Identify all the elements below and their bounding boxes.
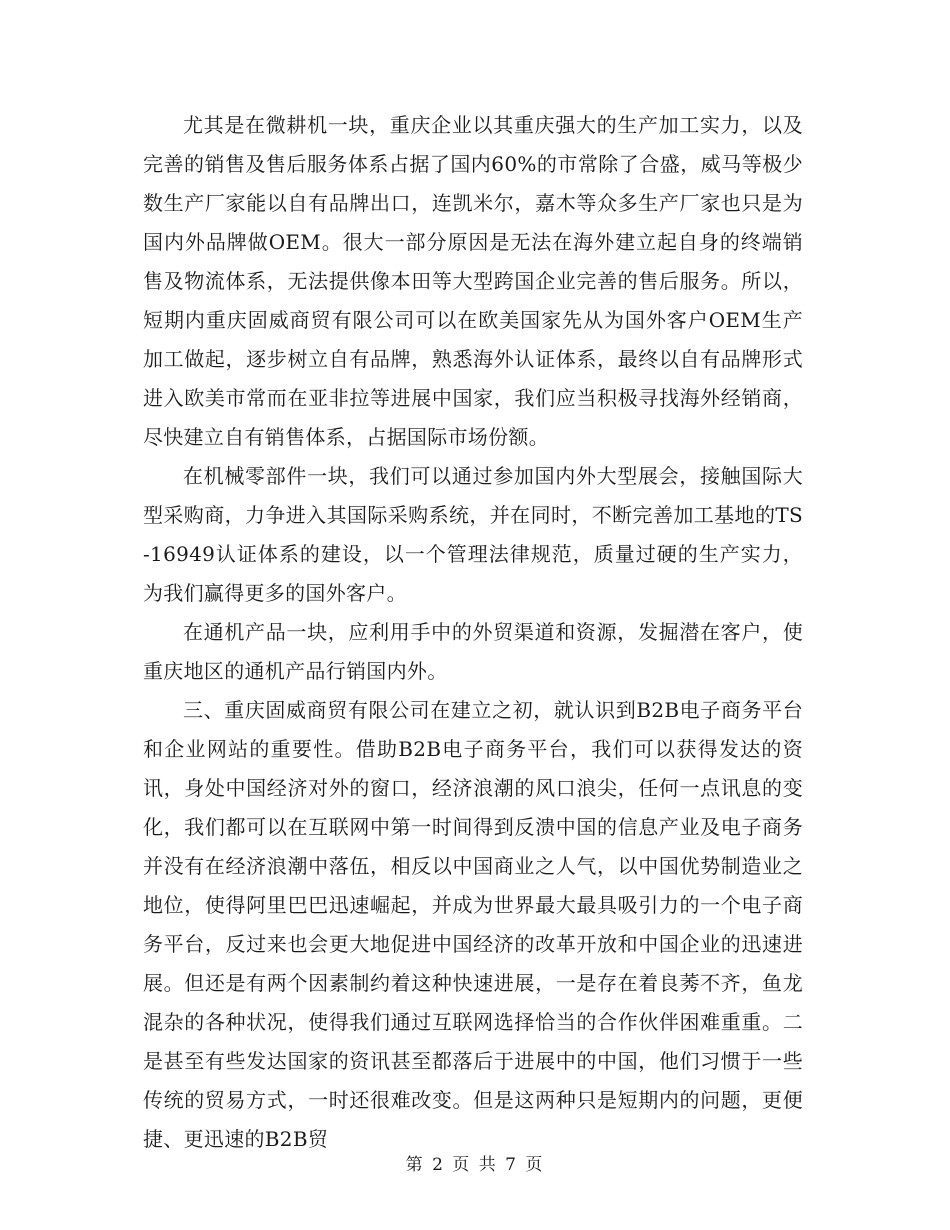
- document-body: [143, 106, 803, 1159]
- paragraph-machinery-parts: 在机械零部件一块，我们可以通过参加国内外大型展会，接触国际大型采购商，力争进入其国际采购系统，并在同时，不断完善加工基地的TS-16949认证体系的建设，以一个管理法律规范，质量过硬的生产实力，为我们赢得更多的国外客户。: [143, 464, 803, 605]
- paragraph-general-machinery: 在通机产品一块，应利用手中的外贸渠道和资源，发掘潜在客户，使重庆地区的通机产品行销国内外。: [143, 620, 803, 683]
- page-number-footer: 第 2 页 共 7 页: [405, 1155, 545, 1175]
- paragraph-microtiller: 尤其是在微耕机一块，重庆企业以其重庆强大的生产加工实力，以及完善的销售及售后服务体系占据了国内60%的市常除了合盛，威马等极少数生产厂家能以自有品牌出口，连凯米尔，嘉木等众多生产厂家也只是为国内外品牌做OEM。很大一部分原因是无法在海外建立起自身的终端销售及物流体系，无法提供像本田等大型跨国企业完善的售后服务。所以，短期内重庆固威商贸有限公司可以在欧美国家先从为国外客户OEM生产加工做起，逐步树立自有品牌，熟悉海外认证体系，最终以自有品牌形式进入欧美市常而在亚非拉等进展中国家，我们应当积极寻找海外经销商，尽快建立自有销售体系，占据国际市场份额。: [143, 113, 803, 449]
- paragraph-b2b-platform: 三、重庆固威商贸有限公司在建立之初，就认识到B2B电子商务平台和企业网站的重要性。借助B2B电子商务平台，我们可以获得发达的资讯，身处中国经济对外的窗口，经济浪潮的风口浪尖，任何一点讯息的变化，我们都可以在互联网中第一时间得到反溃中国的信息产业及电子商务并没有在经济浪潮中落伍，相反以中国商业之人气，以中国优势制造业之地位，使得阿里巴巴迅速崛起，并成为世界最大最具吸引力的一个电子商务平台，反过来也会更大地促进中国经济的改革开放和中国企业的迅速进展。但还是有两个因素制约着这种快速进展，一是存在着良莠不齐，鱼龙混杂的各种状况，使得我们通过互联网选择恰当的合作伙伴困难重重。二是甚至有些发达国家的资讯甚至都落后于进展中的中国，他们习惯于一些传统的贸易方式，一时还很难改变。但是这两种只是短期内的问题，更便捷、更迅速的B2B贸: [143, 698, 803, 1151]
